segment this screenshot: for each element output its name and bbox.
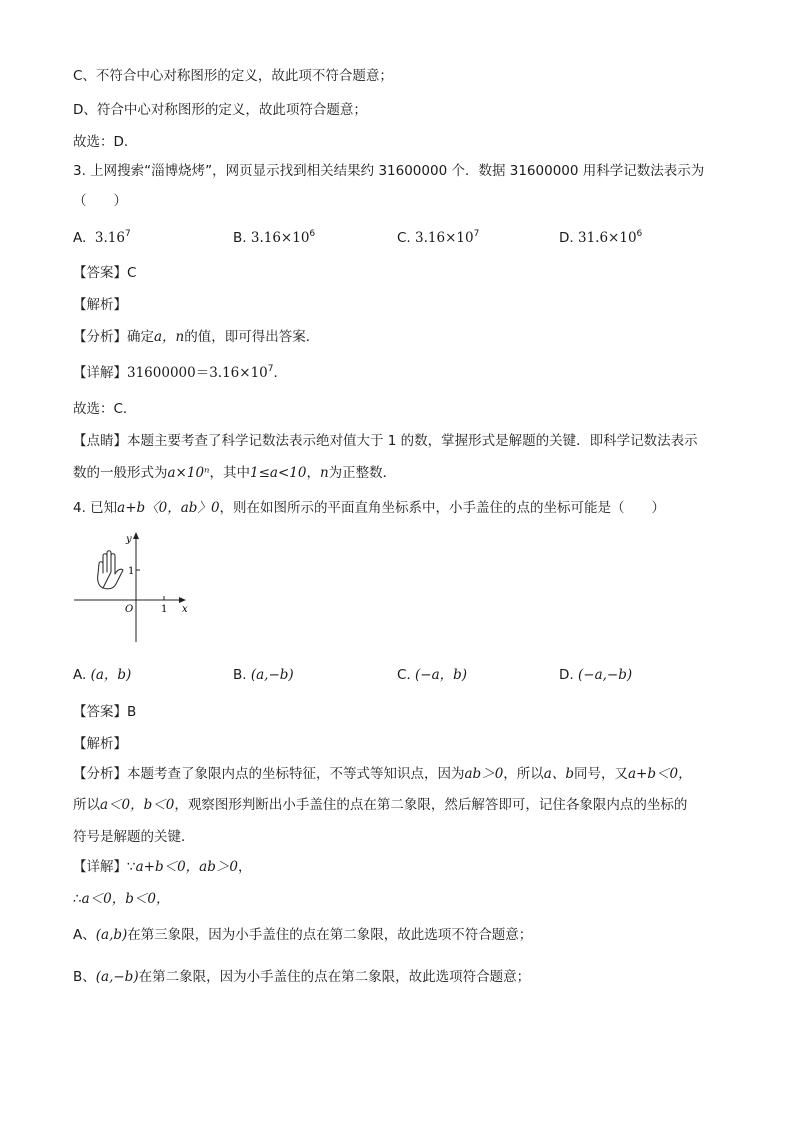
q3-option-a: A. 3.16$^7$ <box>73 229 131 246</box>
explain-option-b: B、(a,−b)在第二象限，因为小手盖住的点在第二象限，故此选项符合题意； <box>73 969 531 985</box>
detail-3: 【详解】$31600000=3.16\times 10^7$． <box>73 364 287 381</box>
choose-3: 故选：C． <box>73 401 137 417</box>
q3-option-d: D. $31.6\times 10^6$ <box>559 229 643 246</box>
analysis-4b: 所以a＜0，b＜0，观察图形判断出小手盖住的点在第二象限，然后解答即可，记住各象限内点的坐标的 <box>73 797 688 813</box>
question-3: 3. 上网搜索“淄博烧烤”，网页显示找到相关结果约 31600000 个．数据 31600000 用科学记数法表示为 <box>73 163 705 179</box>
text-line: C、不符合中心对称图形的定义，故此项不符合题意； <box>73 68 393 84</box>
comment-3b: 数的一般形式为a×10ⁿ，其中1≤a<10，n为正整数． <box>73 465 397 481</box>
detail-4: 【详解】∵a+b＜0，ab＞0， <box>73 859 252 875</box>
x-tick-label: 1 <box>161 604 168 615</box>
y-axis-arrow <box>133 532 139 539</box>
x-axis-label: x <box>182 604 188 615</box>
analysis-heading-4: 【解析】 <box>73 736 127 752</box>
coordinate-figure <box>70 530 200 650</box>
question-4: 4. 已知a+b〈0，ab〉0，则在如图所示的平面直角坐标系中，小手盖住的点的坐标可能是（ ） <box>73 500 666 516</box>
therefore-4: ∴a＜0，b＜0， <box>73 891 170 907</box>
x-axis-arrow <box>179 597 186 603</box>
q4-option-d: D. (−a,−b) <box>559 667 633 683</box>
answer-4: 【答案】B <box>73 704 137 720</box>
hand-icon <box>98 551 123 589</box>
q4-option-c: C. (−a，b) <box>397 667 468 683</box>
analysis-4c: 符号是解题的关键． <box>73 829 195 845</box>
y-axis-label: y <box>126 534 132 545</box>
text-line: 故选：D． <box>73 134 138 150</box>
q4-option-b: B. (a,−b) <box>233 667 294 683</box>
text-line: D、符合中心对称图形的定义，故此项符合题意； <box>73 102 367 118</box>
question-3-bracket: （ ） <box>73 193 127 209</box>
analysis-4a: 【分析】本题考查了象限内点的坐标特征，不等式等知识点，因为ab＞0，所以a、b同号，又a+b＜0， <box>73 766 692 782</box>
analysis-3: 【分析】确定a，n的值，即可得出答案． <box>73 329 320 345</box>
q3-option-c: C. $3.16\times 10^7$ <box>397 229 480 246</box>
answer-3: 【答案】C <box>73 265 137 281</box>
y-tick-label: 1 <box>128 566 135 577</box>
q4-option-a: A. (a，b) <box>73 667 132 683</box>
q3-option-b: B. $3.16\times 10^6$ <box>233 229 316 246</box>
comment-3a: 【点睛】本题主要考查了科学记数法表示绝对值大于 1 的数，掌握形式是解题的关键．即科学记数法表示 <box>73 433 698 449</box>
explain-option-a: A、(a,b)在第三象限，因为小手盖住的点在第二象限，故此选项不符合题意； <box>73 927 533 943</box>
origin-label: O <box>125 604 134 615</box>
analysis-heading-3: 【解析】 <box>73 297 127 313</box>
